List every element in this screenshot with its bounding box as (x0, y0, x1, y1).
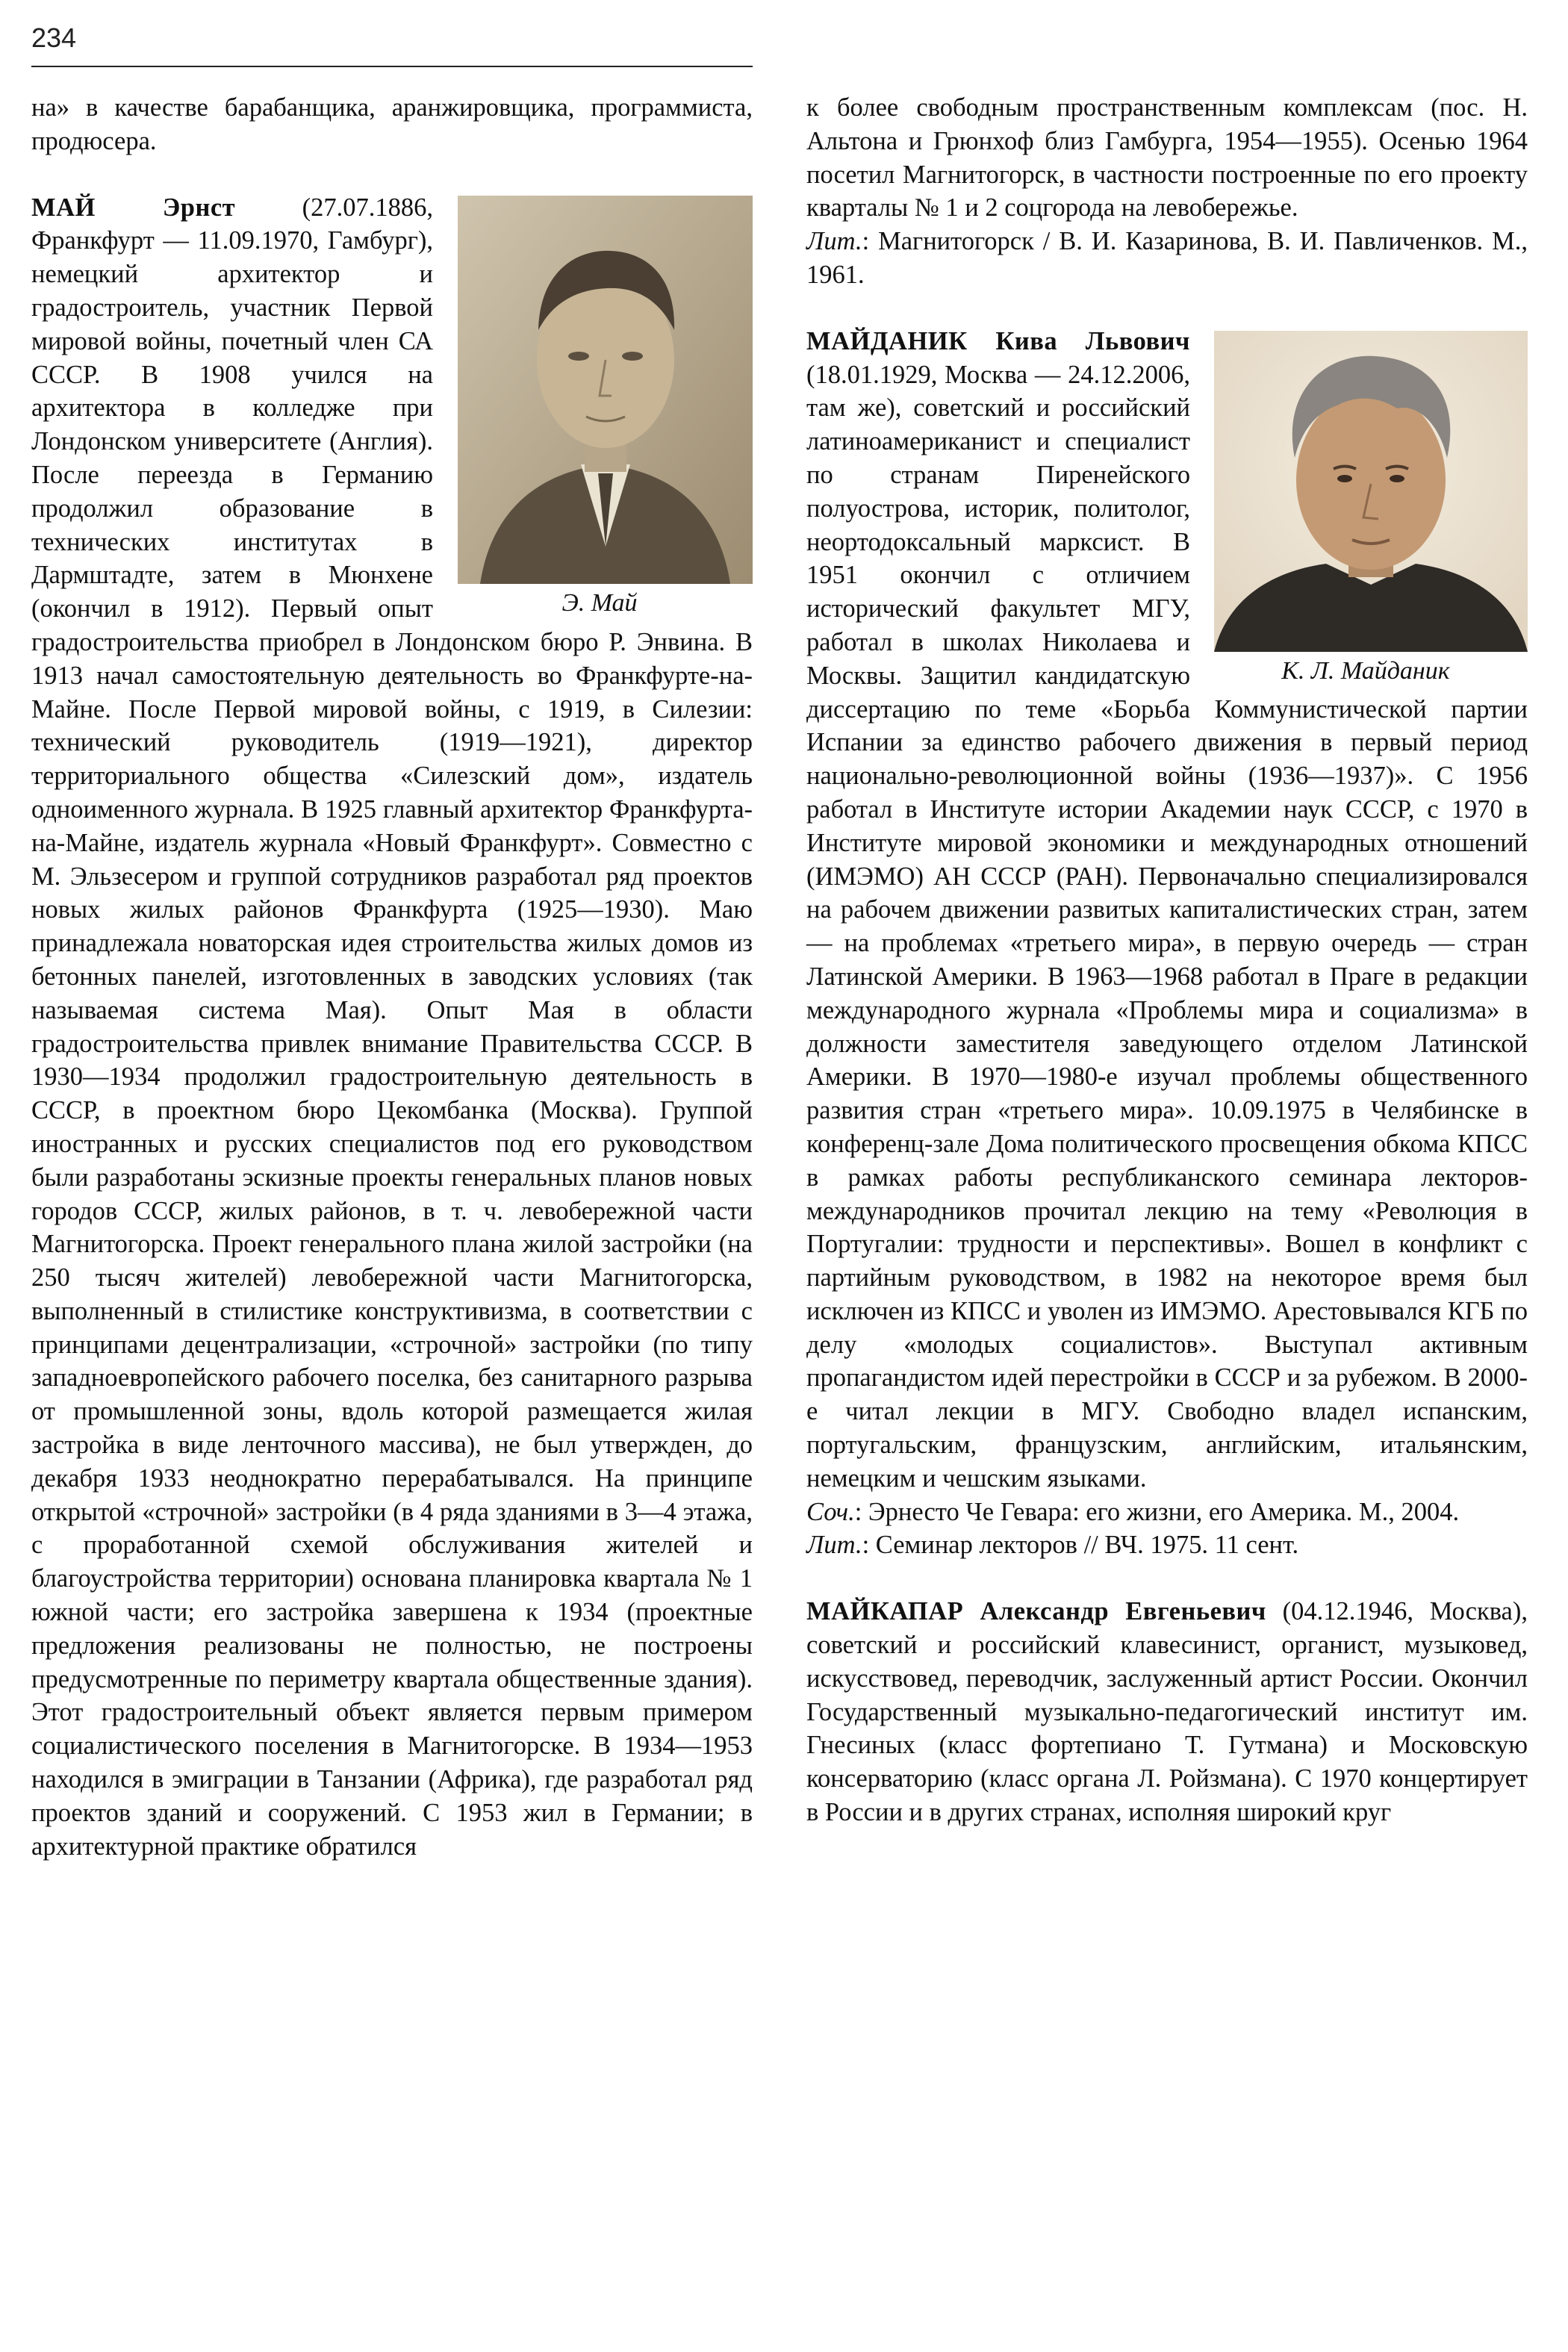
left-column (31, 91, 753, 2331)
maydanik-headword: МАЙДАНИК Кива Львович (806, 326, 1190, 355)
maydanik-works (806, 1496, 1528, 1529)
entry-maykapar (806, 1595, 1528, 1829)
header-rule (31, 66, 753, 67)
maydanik-lit-label: Лит. (806, 1531, 862, 1560)
may-lit-text: : Магнитогорск / В. И. Казаринова, В. И. Павличенков. М., 1961. (806, 227, 1528, 289)
right-column (806, 91, 1528, 2331)
maykapar-body: (04.12.1946, Москва), советский и российский клавесинист, органист, музыковед, искусствовед, переводчик, заслуженный артист России. Окончил Государственный музыкально-педагогический институт им. Гнесиных (класс фортепиано Т. Гутмана) и Московскую консерваторию (класс органа Л. Ройзмана). С 1970 концертирует в России и в других странах, исполняя широкий круг (806, 1597, 1528, 1827)
may-portrait-photo (458, 196, 753, 584)
maydanik-lit-text: : Семинар лекторов // ВЧ. 1975. 11 сент. (862, 1531, 1299, 1560)
maydanik-portrait-photo (1214, 331, 1528, 652)
may-figure (447, 196, 753, 620)
entry-may (31, 191, 753, 1864)
may-headword: МАЙ Эрнст (31, 193, 236, 222)
may-body: (27.07.1886, Франкфурт — 11.09.1970, Гамбург), немецкий архитектор и градостроитель, участник Первой мировой войны, почетный член СА СССР. В 1908 учился на архитектора в колледже при Лондонском университете (Англия). После переезда в Германию продолжил образование в технических институтах в Дармштадте, затем в Мюнхене (окончил в 1912). Первый опыт градостроительства приобрел в Лондонском бюро Р. Энвина. В 1913 начал самостоятельную деятельность во Франкфурте-на-Майне. После Первой мировой войны, с 1919, в Силезии: технический руководитель (1919—1921), директор территориального общества «Силезский дом», издатель одноименного журнала. В 1925 главный архитектор Франкфурта-на-Майне, издатель журнала «Новый Франкфурт». Совместно с М. Эльзесером и группой сотрудников разработал ряд проектов новых жилых районов Франкфурта (1925—1930). Маю принадлежала новаторская идея строительства жилых домов из бетонных панелей, изготовленных в заводских условиях (так называемая система Мая). Опыт Мая в области градостроительства привлек внимание Правительства СССР. В 1930—1934 продолжил градостроительную деятельность в СССР, в проектном бюро Цекомбанка (Москва). Группой иностранных и русских специалистов под его руководством были разработаны эскизные проекты генеральных планов новых городов СССР, жилых районов, в т. ч. левобережной части Магнитогорска. Проект генерального плана жилой застройки (на 250 тысяч жителей) левобережной части Магнитогорска, выполненный в стилистике конструктивизма, в соответствии с принципами децентрализации, «строчной» застройки (по типу западноевропейского рабочего поселка, без санитарного разрыва от промышленной зоны, вдоль которой размещается жилая застройка в виде ленточного массива), не был утвержден, до декабря 1933 неоднократно перерабатывался. На принципе открытой «строчной» застройки (в 4 ряда зданиями в 3—4 этажа, с проработанной схемой обслуживания жителей и благоустройства территории) основана планировка квартала № 1 южной части; его застройка завершена к 1934 (проектные предложения реализованы не полностью, не построены предусмотренные по периметру квартала общественные здания). Этот градостроительный объект является первым примером социалистического поселения в Магнитогорске. В 1934—1953 находился в эмиграции в Танзании (Африка), где разработал ряд проектов зданий и сооружений. С 1953 жил в Германии; в архитектурной практике обратился (31, 193, 753, 1861)
previous-entry-continuation: на» в качестве барабанщика, аранжировщика, программиста, продюсера. (31, 93, 753, 155)
may-photo-caption: Э. Май (561, 588, 638, 617)
page-number: 234 (31, 22, 77, 53)
may-literature (806, 225, 1528, 292)
maykapar-entry-text (806, 1595, 1528, 1829)
may-lit-label: Лит. (806, 227, 862, 256)
entry-maydanik (806, 325, 1528, 1562)
maydanik-body: (18.01.1929, Москва — 24.12.2006, там же), советский и российский латиноамериканист и специалист по странам Пиренейского полуострова, историк, политолог, неортодоксальный марксист. В 1951 окончил с отличием исторический факультет МГУ, работал в школах Николаева и Москвы. Защитил кандидатскую диссертацию по теме «Борьба Коммунистической партии Испании за единство рабочего движения в первый период национально-революционной войны (1936—1937)». С 1956 работал в Институте истории Академии наук СССР, с 1970 в Институте мировой экономики и международных отношений (ИМЭМО) АН СССР (РАН). Первоначально специализировался на рабочем движении развитых капиталистических стран, затем — на проблемах «третьего мира», в первую очередь — стран Латинской Америки. В 1963—1968 работал в Праге в редакции международного журнала «Проблемы мира и социализма» в должности заместителя заведующего отделом Латинской Америки. В 1970—1980-е изучал проблемы общественного развития стран «третьего мира». 10.09.1975 в Челябинске в конференц-зале Дома политического просвещения обкома КПСС в рамках работы республиканского семинара лекторов-международников прочитал лекцию на тему «Революция в Португалии: трудности и перспективы». Вошел в конфликт с партийным руководством, в 1982 на некоторое время был исключен из КПСС и уволен из ИМЭМО. Арестовывался КГБ по делу «молодых социалистов». Выступал активным пропагандистом идей перестройки в СССР и за рубежом. В 2000-е читал лекции в МГУ. Свободно владел испанским, португальским, французским, английским, итальянским, немецким и чешским языками. (806, 360, 1528, 1493)
maydanik-photo-caption: К. Л. Майданик (1281, 656, 1450, 685)
maydanik-works-text: : Эрнесто Че Гевара: его жизни, его Америка. М., 2004. (854, 1497, 1460, 1526)
maydanik-literature (806, 1528, 1528, 1562)
may-entry-continuation: к более свободным пространственным комплексам (пос. Н. Альтона и Грюнхоф близ Гамбурга, 1954—1955). Осенью 1964 посетил Магнитогорск, в частности построенные по его проекту кварталы № 1 и 2 соцгорода на левобережье. (806, 93, 1528, 223)
maykapar-headword: МАЙКАПАР Александр Евгеньевич (806, 1597, 1266, 1626)
maydanik-works-label: Соч. (806, 1497, 855, 1526)
maydanik-figure (1204, 331, 1528, 688)
